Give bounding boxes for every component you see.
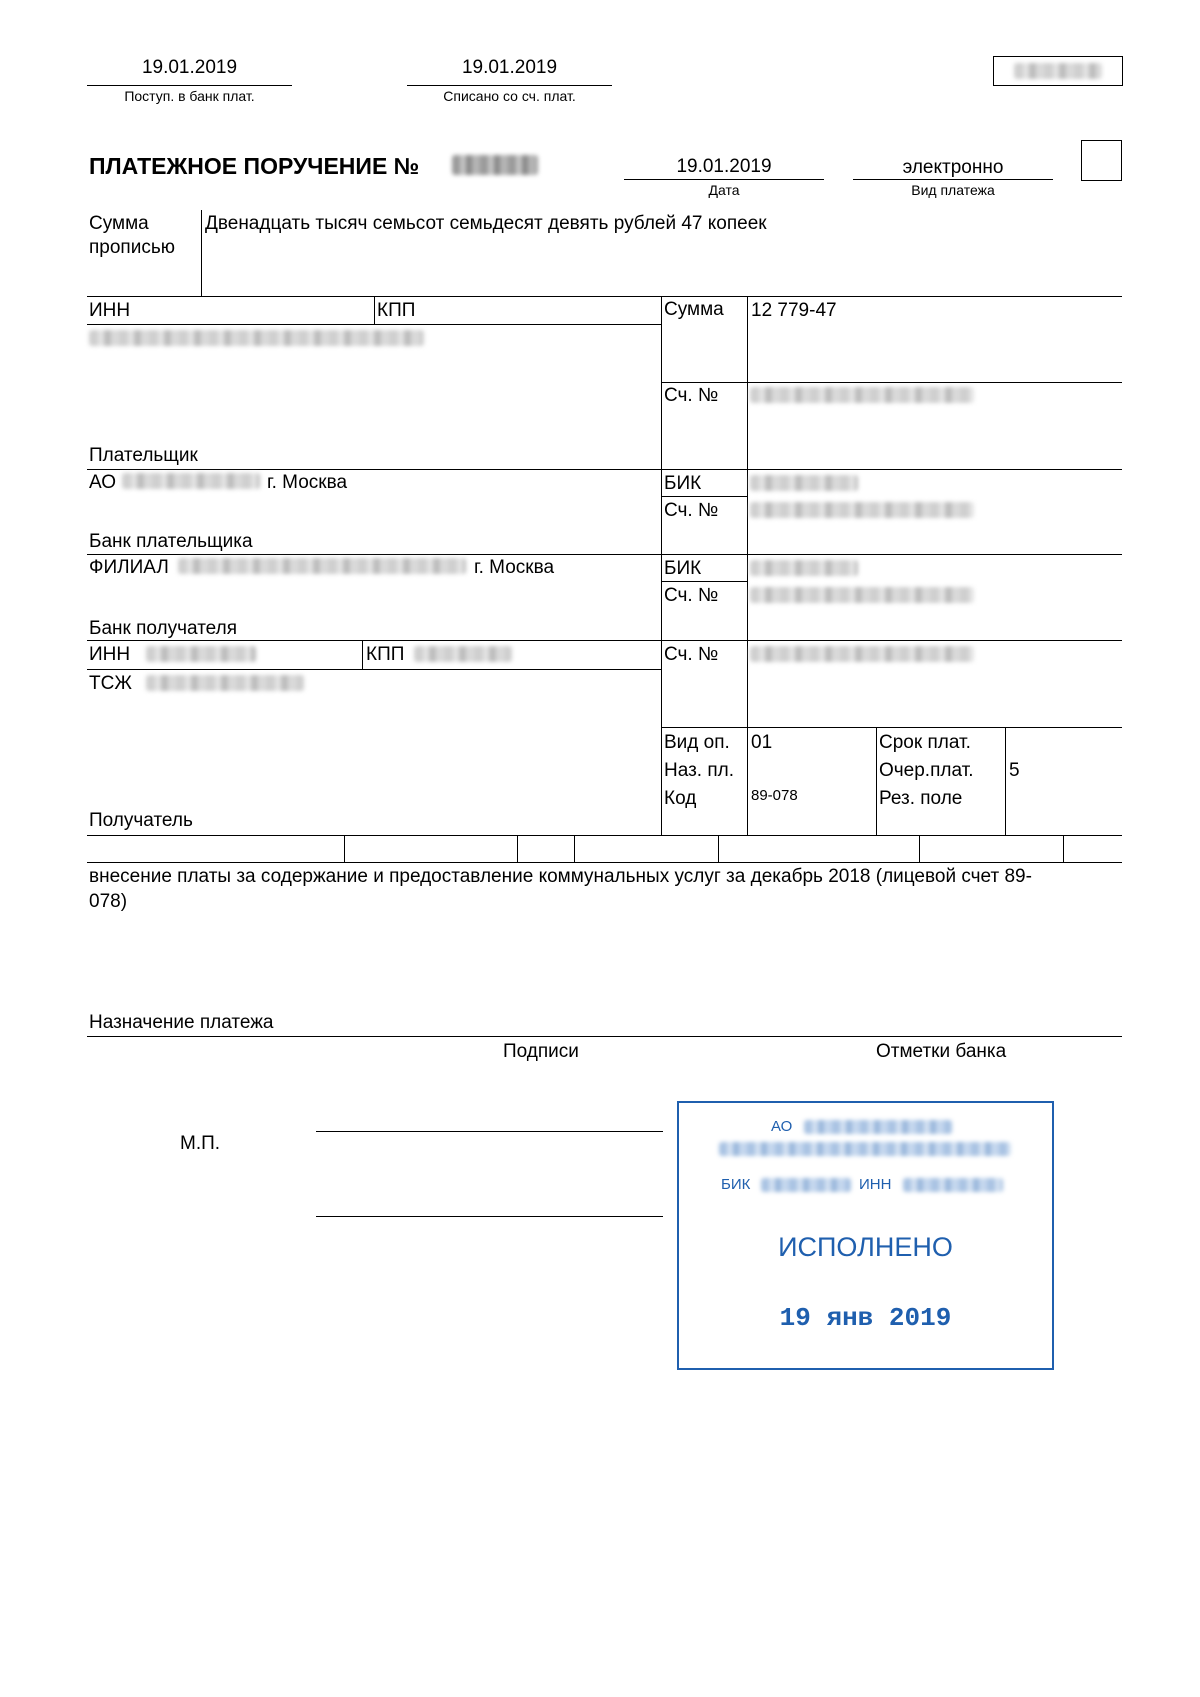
payee-bank-account-redacted	[750, 587, 974, 603]
grid-details-col3	[1005, 727, 1006, 836]
purpose-text-line1: внесение платы за содержание и предоставление коммунальных услуг за декабрь 2018 (лицевой счет 89-	[89, 866, 1032, 887]
received-date: 19.01.2019	[141, 57, 238, 78]
payer-account-redacted	[750, 387, 974, 403]
grid-line-payer-inn	[87, 324, 661, 325]
grid-col-left	[661, 296, 662, 836]
payee-role-label: Получатель	[89, 810, 193, 831]
payer-bank-account-label: Сч. №	[664, 500, 719, 521]
stamp-bank-prefix: АО	[771, 1118, 793, 1135]
amount-words-label-1: Сумма	[89, 213, 149, 234]
payee-bank-name-redacted	[178, 558, 466, 574]
kod-label: Код	[664, 788, 697, 809]
purpose-bottom-line	[87, 1036, 1122, 1037]
amount-words-divider	[201, 210, 202, 297]
stamp-inn-label: ИНН	[859, 1176, 892, 1193]
ocher-label: Очер.плат.	[879, 760, 974, 781]
stamp-bik-redacted	[761, 1178, 851, 1192]
payee-bank-bik-label: БИК	[664, 558, 702, 579]
payee-bank-bik-redacted	[750, 560, 858, 576]
payee-kpp-redacted	[414, 646, 512, 662]
tax-field-div-5	[919, 835, 920, 862]
stamp-bank-name-redacted	[804, 1120, 952, 1134]
purpose-label: Назначение платежа	[89, 1012, 274, 1033]
grid-line-tax-bottom	[87, 862, 1122, 863]
payee-kpp-label: КПП	[366, 644, 405, 665]
payer-role-label: Плательщик	[89, 445, 198, 466]
payment-type: электронно	[902, 157, 1004, 178]
payer-bank-account-redacted	[750, 502, 974, 518]
payer-bank-role-label: Банк плательщика	[89, 531, 253, 552]
grid-line-payer-bank-bottom	[87, 554, 1122, 555]
rez-label: Рез. поле	[879, 788, 963, 809]
stamp-inn-redacted	[903, 1178, 1003, 1192]
bank-stamp	[677, 1101, 1054, 1370]
kod-value: 89-078	[751, 787, 798, 804]
grid-line-details-bottom	[87, 835, 1122, 836]
grid-line-top	[87, 296, 1122, 297]
payee-name-prefix: ТСЖ	[89, 673, 132, 694]
order-date: 19.01.2019	[676, 156, 772, 177]
sum-value: 12 779-47	[751, 300, 837, 321]
tax-field-div-4	[718, 835, 719, 862]
payer-bank-bik-redacted	[750, 475, 858, 491]
signature-line-2	[316, 1216, 663, 1217]
payer-account-label: Сч. №	[664, 385, 719, 406]
grid-details-col2	[876, 727, 877, 836]
payee-bank-account-label: Сч. №	[664, 585, 719, 606]
tax-field-div-1	[344, 835, 345, 862]
status-box	[1081, 140, 1122, 181]
grid-line-sum-bottom	[661, 382, 1122, 383]
grid-line-payer-bottom	[87, 469, 1122, 470]
naz-pl-label: Наз. пл.	[664, 760, 734, 781]
signatures-label: Подписи	[503, 1041, 579, 1062]
payer-bank-prefix: АО	[89, 472, 117, 493]
payment-type-label: Вид платежа	[911, 182, 995, 198]
purpose-text-line2: 078)	[89, 891, 128, 912]
stamp-status: ИСПОЛНЕНО	[778, 1232, 953, 1262]
payee-bank-prefix: ФИЛИАЛ	[89, 557, 169, 578]
grid-line-bik2	[661, 581, 747, 582]
grid-line-payee-bank-bottom-right	[661, 640, 1122, 641]
payee-bank-role-label: Банк получателя	[89, 618, 237, 639]
bank-marks-label: Отметки банка	[876, 1041, 1007, 1062]
vid-op-label: Вид оп.	[664, 732, 730, 753]
order-date-line	[624, 179, 824, 180]
tax-field-div-3	[574, 835, 575, 862]
grid-line-payee-inn	[87, 669, 661, 670]
received-date-label: Поступ. в банк плат.	[124, 88, 255, 104]
received-date-line	[87, 85, 292, 86]
grid-payee-kpp-divider	[362, 640, 363, 669]
form-code-redacted	[1014, 63, 1102, 79]
payer-inn-label: ИНН	[89, 300, 131, 321]
payee-account-label: Сч. №	[664, 644, 719, 665]
payee-account-redacted	[750, 646, 974, 662]
order-date-label: Дата	[708, 182, 740, 198]
payee-bank-city: г. Москва	[474, 557, 555, 578]
debited-date-label: Списано со сч. плат.	[443, 88, 576, 104]
stamp-bank-address-redacted	[719, 1142, 1011, 1156]
payee-name-redacted	[146, 675, 304, 691]
order-number-redacted	[452, 155, 538, 175]
stamp-date: 19 янв 2019	[779, 1303, 952, 1333]
payment-type-line	[853, 179, 1053, 180]
amount-words-label-2: прописью	[89, 237, 175, 258]
payer-bank-city: г. Москва	[267, 472, 348, 493]
signature-line-1	[316, 1131, 663, 1132]
payee-inn-redacted	[146, 646, 256, 662]
grid-details-col1	[747, 727, 748, 836]
form-code-box	[993, 56, 1123, 86]
vid-op-value: 01	[751, 732, 773, 753]
debited-date-line	[407, 85, 612, 86]
payee-inn-label: ИНН	[89, 644, 131, 665]
amount-words-value: Двенадцать тысяч семьсот семьдесят девять рублей 47 копеек	[205, 213, 767, 234]
page-title: ПЛАТЕЖНОЕ ПОРУЧЕНИЕ №	[89, 153, 420, 179]
seal-label: М.П.	[180, 1133, 221, 1154]
ocher-value: 5	[1009, 760, 1020, 781]
grid-col-right	[747, 296, 748, 728]
tax-field-div-2	[517, 835, 518, 862]
payer-bank-name-redacted	[122, 473, 260, 489]
payer-name-redacted	[89, 330, 424, 346]
payer-kpp-label: КПП	[377, 300, 416, 321]
stamp-bik-label: БИК	[721, 1176, 751, 1193]
tax-field-div-6	[1063, 835, 1064, 862]
srok-label: Срок плат.	[879, 732, 971, 753]
payer-bank-bik-label: БИК	[664, 473, 702, 494]
grid-line-bik1	[661, 496, 747, 497]
debited-date: 19.01.2019	[461, 57, 558, 78]
sum-label: Сумма	[664, 299, 724, 320]
grid-payer-kpp-divider	[374, 296, 375, 324]
grid-line-details-top	[661, 727, 1122, 728]
